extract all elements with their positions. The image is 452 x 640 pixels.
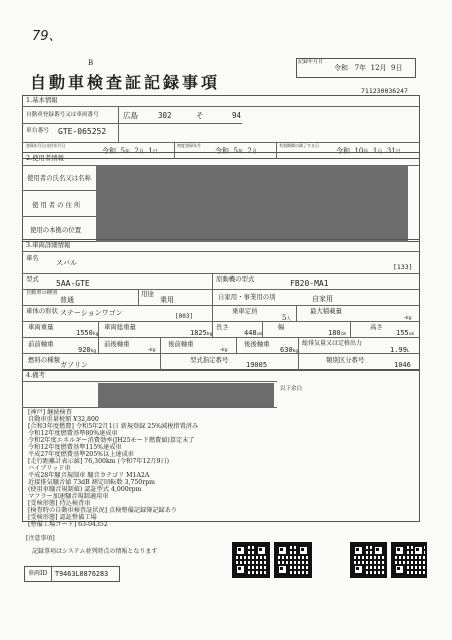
unit: 日: [395, 149, 401, 155]
remark-line: [受検形態] 持込検査車: [28, 500, 91, 507]
remark-line: 平成28年騒音規制車 騒音カテゴリ M1A2A: [28, 472, 150, 479]
issue-month: 12: [370, 64, 380, 72]
unit: kg: [406, 316, 412, 321]
body-label: 車体の形状: [26, 307, 58, 315]
engine-value: FB20-MA1: [290, 279, 329, 288]
first-year-label: 初度登録年月: [177, 143, 201, 148]
width-label: 幅: [278, 323, 285, 331]
capacity-label: 乗車定員: [232, 307, 258, 315]
length-number: 448: [244, 329, 257, 337]
user-address-label: 使用者の住所: [32, 201, 83, 209]
model-label: 型式: [26, 275, 39, 283]
use-label: 用途: [141, 290, 154, 298]
first-registration-label: 登録年月日/交付年月日: [26, 143, 66, 148]
designation-value: 19005: [246, 361, 268, 369]
vehicle-id-value: T9463L0876283: [55, 570, 109, 578]
remark-line: 令和12年度燃費基準80%達成車: [28, 430, 118, 437]
era: 令和: [215, 147, 229, 155]
remark-line: [検査時の自動車検査証状況] 点検整備記録簿記録あり: [28, 507, 178, 514]
unit: cm: [256, 332, 263, 337]
qr-code-2: [274, 542, 312, 578]
body-code: [003]: [175, 313, 194, 320]
body-value: ステーションワゴン: [60, 309, 123, 317]
height-label: 高さ: [370, 323, 383, 331]
era: 令和: [336, 147, 350, 155]
remark-line: [神戸] 継続検査: [28, 409, 72, 416]
unit: kg: [222, 348, 228, 353]
plate-region: 広島: [123, 111, 138, 120]
weight-number: 1550: [76, 329, 93, 337]
rr-number: 630: [280, 346, 293, 354]
width-number: 180: [328, 329, 341, 337]
section-3-header: 3.車両詳細情報: [26, 241, 71, 249]
remark-line: 自動車重量税額 ¥32,800: [28, 416, 99, 423]
issue-era: 令和: [334, 64, 348, 72]
section-2-header: 2.使用者情報: [26, 154, 65, 162]
category-value: 1046: [394, 361, 411, 369]
unit: 人: [286, 317, 291, 322]
registration-label: 自動車登録番号又は車両番号: [26, 112, 99, 118]
remark-line: 令和2年度エネルギー消費効率(JH25モード燃費値)算定未了: [28, 437, 195, 444]
unit: 日: [152, 149, 158, 155]
fr-number: -: [148, 346, 151, 353]
year: 5: [120, 147, 125, 155]
unit: kg: [206, 332, 213, 337]
qr-code-3: [350, 542, 387, 578]
section-1-header: 1.基本情報: [26, 96, 58, 104]
redacted-remark: [98, 383, 274, 407]
day: 31: [386, 147, 396, 155]
fuel-label: 燃料の種類: [28, 356, 60, 364]
private-label: 自家用・事業用の別: [218, 293, 276, 301]
unit: 月: [379, 64, 387, 72]
use-value: 乗用: [160, 296, 174, 304]
remark-line: [合和3年度燃費] 令和5年2月1日 新規登録 25%減税措置済み: [28, 423, 199, 430]
issue-date-label: 記録年月日: [298, 59, 324, 65]
blank-note: 以下余白: [280, 386, 303, 392]
remark-line: マフラー加速騒音規制適用車: [28, 493, 109, 500]
document-title: 自動車検査証記録事項: [30, 73, 221, 92]
rf-number: -: [220, 346, 223, 353]
weight-label: 車両重量: [28, 323, 54, 331]
displacement-number: 1.99: [390, 346, 407, 354]
unit: cm: [408, 332, 415, 337]
make-value: スバル: [56, 259, 77, 267]
day: 1: [148, 147, 153, 155]
qr-code-4: [391, 542, 427, 578]
remark-line: [整備工場コード] 63-04352: [28, 521, 108, 528]
make-label: 車名: [26, 254, 39, 262]
month: 2: [247, 147, 252, 155]
year: 5: [233, 147, 238, 155]
unit: 月: [251, 149, 257, 155]
plate-class: 302: [158, 111, 172, 120]
displacement-label: 総排気量又は定格出力: [302, 340, 363, 347]
model-value: 5AA-GTE: [56, 279, 90, 288]
remark-line: 令和12年度燃費基準115%達成車: [28, 444, 122, 451]
fr-label: 前後軸重: [104, 340, 130, 348]
remark-line: (使用車騒音規制値) 認証型式 4,000rpm: [28, 486, 142, 493]
plate-kana: そ: [196, 111, 204, 120]
capacity-number: 5: [282, 314, 287, 322]
category-label: 類別区分番号: [326, 356, 365, 364]
plate-number: 94: [232, 111, 242, 120]
rr-label: 後後軸重: [244, 340, 270, 348]
designation-label: 型式指定番号: [190, 356, 229, 364]
unit: cm: [340, 332, 347, 337]
chassis-number: GTE-065252: [58, 127, 107, 136]
unit: kg: [150, 348, 156, 353]
issue-year: 7: [354, 64, 360, 72]
handwritten-mark: 79、: [32, 29, 62, 44]
unit: L: [406, 349, 410, 354]
unit: kg: [292, 349, 299, 354]
remark-line: 近接排気騒音値 73dB 測定回転数 3,750rpm: [28, 479, 156, 486]
remark-line: [走行距離計表示値] 76,300km (令和7年12月9日): [28, 458, 170, 465]
month: 2: [134, 147, 139, 155]
unit: kg: [92, 332, 99, 337]
unit: 月: [138, 149, 144, 155]
rf-label: 後前軸重: [168, 340, 194, 348]
unit: 日: [395, 64, 403, 72]
section-4-header: 4.備考: [26, 371, 45, 379]
notice-title: [注意事項]: [26, 535, 55, 542]
ff-number: 920: [78, 346, 91, 354]
sheet-letter: B: [88, 59, 94, 67]
fuel-value: ガソリン: [60, 361, 88, 369]
user-name-label: 使用者の氏名又は名称: [27, 174, 91, 182]
max-load-number: -: [404, 314, 407, 321]
unit: 年: [124, 149, 130, 155]
max-load-label: 最大積載量: [310, 307, 342, 315]
kind-value: 普通: [60, 296, 74, 304]
length-label: 長さ: [216, 323, 229, 331]
qr-code-1: [232, 542, 270, 578]
unit: 月: [377, 149, 383, 155]
notice-text: 記録事項はシステム並列時点の情報となります: [32, 548, 158, 555]
remark-line: 平成27年度燃費基準205%以上達成車: [28, 451, 134, 458]
remark-line: [受検形態] 認証整備工場: [28, 514, 97, 521]
unit: 年: [359, 64, 367, 72]
remark-line: ハイブリッド車: [28, 465, 71, 472]
gross-number: 1825: [190, 329, 207, 337]
unit: 年: [237, 149, 243, 155]
make-code: [133]: [393, 263, 413, 271]
redacted-user-info: [96, 165, 408, 242]
vehicle-id-label: 車両ID: [28, 570, 48, 577]
kind-label: 自動車の種別: [26, 290, 58, 296]
engine-label: 原動機の型式: [216, 275, 255, 283]
unit: 年: [363, 149, 369, 155]
month: 1: [372, 147, 378, 155]
gross-label: 車両総重量: [104, 323, 136, 331]
year: 10: [354, 147, 364, 155]
private-value: 自家用: [312, 295, 333, 303]
era: 令和: [102, 147, 116, 155]
issue-date: [334, 65, 402, 73]
ff-label: 前前軸重: [28, 340, 54, 348]
height-number: 155: [396, 329, 409, 337]
expiry-label: 有効期間の満了する日: [279, 143, 319, 148]
chassis-label: 車台番号: [26, 128, 50, 134]
unit: kg: [90, 349, 97, 354]
document-number: 711230036247: [361, 87, 408, 95]
issue-day: 9: [390, 64, 396, 72]
base-location-label: 使用の本拠の位置: [30, 226, 82, 234]
